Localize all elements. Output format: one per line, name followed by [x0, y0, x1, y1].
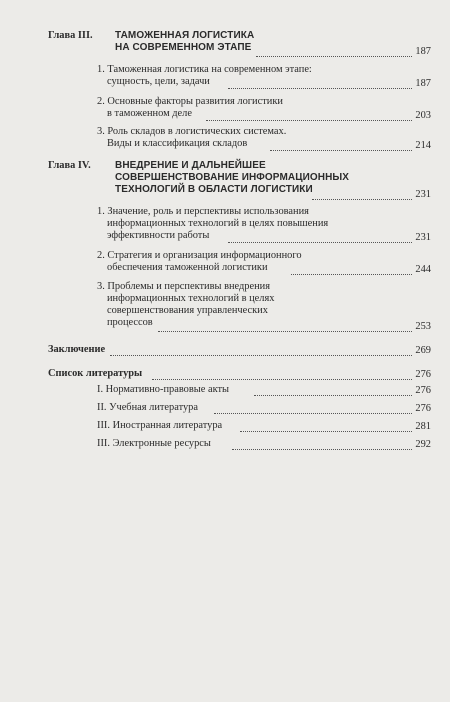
leader-dots [206, 119, 412, 121]
page-number: 203 [415, 110, 431, 121]
conclusion-title: Заключение [48, 344, 106, 355]
page-number: 276 [415, 403, 431, 414]
references-title: Список литературы [48, 368, 143, 379]
page-number: 214 [415, 140, 431, 151]
leader-dots [256, 55, 412, 57]
leader-dots [312, 198, 412, 200]
section-title: 2. Стратегия и организация информационного обеспечения таможенной логистики [97, 250, 302, 273]
section-title: 3. Роль складов в логистических системах. Виды и классификация складов [97, 126, 287, 149]
page-number: 292 [415, 439, 431, 450]
leader-dots [110, 354, 412, 356]
list-item-title: III. Иностранная литература [97, 420, 223, 431]
chapter-title: ТАМОЖЕННАЯ ЛОГИСТИКА НА СОВРЕМЕННОМ ЭТАПЕ [115, 30, 255, 53]
leader-dots [228, 241, 412, 243]
leader-dots [240, 430, 412, 432]
leader-dots [232, 448, 412, 450]
leader-dots [291, 273, 412, 275]
page-number: 276 [415, 369, 431, 380]
page-number: 231 [415, 189, 431, 200]
page-number: 281 [415, 421, 431, 432]
chapter-label: Глава III. [48, 30, 93, 41]
page-number: 231 [415, 232, 431, 243]
leader-dots [254, 394, 412, 396]
leader-dots [152, 378, 412, 380]
chapter-label: Глава IV. [48, 160, 91, 171]
page-number: 269 [415, 345, 431, 356]
section-title: 3. Проблемы и перспективы внедрения информационных технологий в целях совершенствования управленческих процессов [97, 281, 275, 328]
page-number: 276 [415, 385, 431, 396]
list-item-title: I. Нормативно-правовые акты [97, 384, 230, 395]
page-number: 253 [415, 321, 431, 332]
page-number: 187 [415, 78, 431, 89]
list-item-title: III. Электронные ресурсы [97, 438, 211, 449]
chapter-title: ВНЕДРЕНИЕ И ДАЛЬНЕЙШЕЕ СОВЕРШЕНСТВОВАНИЕ ИНФОРМАЦИОННЫХ ТЕХНОЛОГИЙ В ОБЛАСТИ ЛОГИСТИКИ [115, 160, 350, 195]
section-title: 1. Значение, роль и перспективы использования информационных технологий в целях повышения эффективности работы [97, 206, 329, 241]
page-number: 244 [415, 264, 431, 275]
leader-dots [270, 149, 412, 151]
section-title: 2. Основные факторы развития логистики в таможенном деле [97, 96, 283, 119]
leader-dots [228, 87, 412, 89]
section-title: 1. Таможенная логистика на современном этапе: сущность, цели, задачи [97, 64, 312, 87]
leader-dots [158, 330, 412, 332]
list-item-title: II. Учебная литература [97, 402, 198, 413]
page-number: 187 [415, 46, 431, 57]
leader-dots [214, 412, 412, 414]
